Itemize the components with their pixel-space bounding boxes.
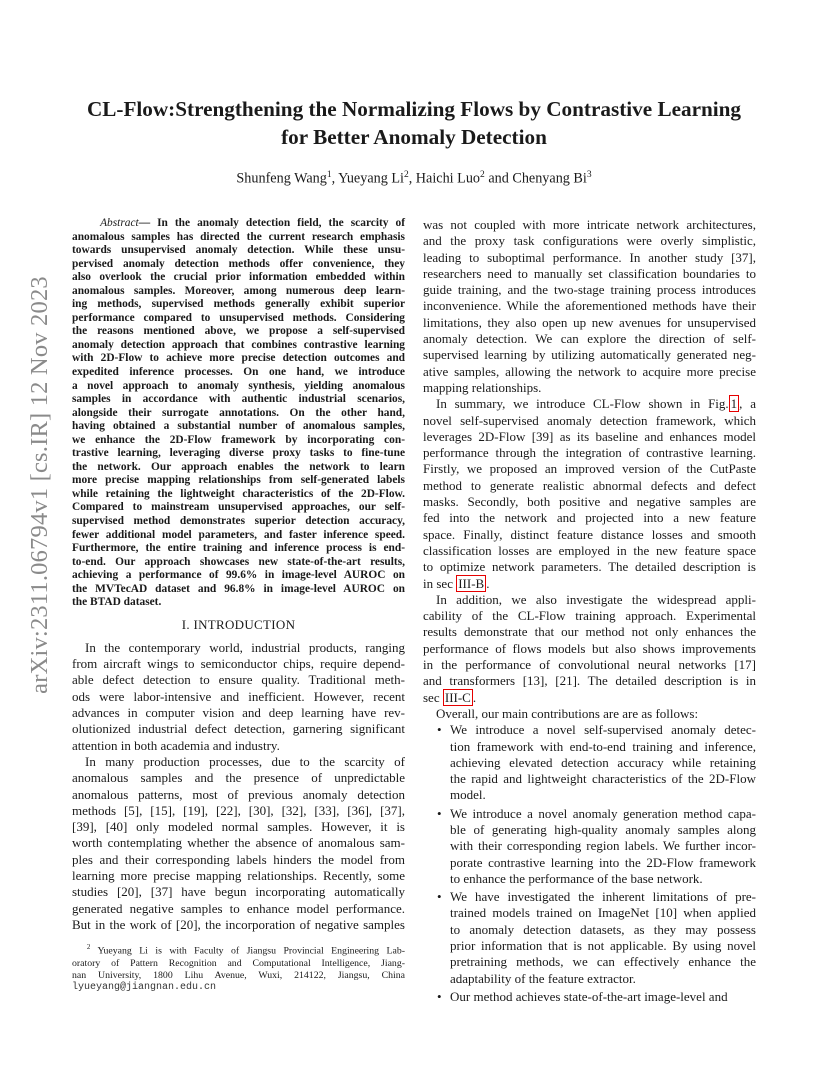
- text-line: cability of the CL-Flow training approach. Experimental: [423, 608, 756, 624]
- abstract-line: a novel approach to anomaly synthesis, yielding anomalous: [72, 379, 405, 392]
- footnote: [72, 941, 405, 995]
- abstract-label: Abstract: [100, 217, 139, 229]
- text-line: classification losses are employed in the new feature space: [423, 542, 756, 558]
- text-line: performance of flows models but also shows improvements: [423, 640, 756, 656]
- abstract-line: samples in accordance with authentic industrial scenarios,: [72, 393, 405, 406]
- text-span: .: [486, 575, 490, 591]
- text-line: ples and their corresponding labels hinders the model from: [72, 851, 405, 867]
- paper-title: [60, 95, 768, 151]
- text-line: in the performance of convolutional neural networks [17]: [423, 657, 756, 673]
- text-line: ative samples, allowing the network to acquire more precise: [423, 363, 756, 379]
- contribution-item: [423, 989, 756, 1005]
- contributions-list: [423, 722, 756, 1005]
- text-line: [423, 396, 756, 412]
- contribution-item: [423, 722, 756, 803]
- text-span: sec: [423, 689, 443, 705]
- figure-ref-link[interactable]: 1: [730, 396, 738, 412]
- text-line: advances in computer vision and deep learning have rev-: [72, 705, 405, 721]
- text-line: worth contemplating whether the absence of anomalous sam-: [72, 835, 405, 851]
- text-span: .: [472, 689, 477, 705]
- intro-paragraph-2-body: [72, 754, 405, 933]
- text-line: Firstly, we proposed an improved version of the CutPaste: [423, 461, 756, 477]
- text-span: in sec: [423, 575, 457, 591]
- abstract-line: also overlook the crucial prior information embedded within: [72, 271, 405, 284]
- abstract-line: performance compared to unsupervised methods. Considering: [72, 311, 405, 324]
- section-ref-link[interactable]: III-B: [458, 575, 485, 591]
- abstract-line: to-end. Our approach showcases new state-of-the-art results,: [72, 555, 405, 568]
- author-separator: ,: [408, 170, 416, 187]
- author-affiliation-mark: 1: [326, 170, 332, 180]
- abstract-line: more precise mapping relationships from self-generated labels: [72, 474, 405, 487]
- text-line: the rapid and lightweight characteristics of the 2D-Flow: [450, 771, 756, 787]
- abstract-line: having obtained a substantial number of anomalous samples,: [72, 420, 405, 433]
- footnote-line: nan University, 1800 Lihu Avenue, Wuxi, 214122, Jiangsu, China: [72, 970, 405, 982]
- text-line: ods were labor-intensive and inefficient. However, recent: [72, 688, 405, 704]
- text-line: to optimize network parameters. The detailed description is: [423, 559, 756, 575]
- right-column: [423, 217, 756, 1007]
- text-line: and transformers [13], [21]. The detailed description is in: [423, 673, 756, 689]
- text-line: [423, 576, 756, 592]
- text-line: attention in both academia and industry.: [72, 737, 280, 753]
- abstract: [72, 217, 405, 610]
- abstract-line: the network. Our approach enables the network to learn: [72, 460, 405, 473]
- text-line: porate contrastive learning into the 2D-Flow framework: [450, 854, 756, 870]
- text-line: prior information that is not applicable. By using novel: [450, 938, 756, 954]
- text-line: inconvenience. While the aforementioned methods have their: [423, 298, 756, 314]
- intro-paragraph-1: [72, 640, 405, 754]
- text-line: mapping relationships.: [423, 379, 542, 395]
- abstract-line: we enhance the 2D-Flow framework by incorporating con-: [72, 433, 405, 446]
- bullet-icon: •: [437, 722, 442, 738]
- title-line-1: CL-Flow:Strengthening the Normalizing Flows by Contrastive Learning: [86, 97, 742, 121]
- text-line: model.: [450, 787, 486, 803]
- text-line: [423, 690, 756, 706]
- abstract-body: [72, 231, 405, 597]
- text-line: fed into the network and projected into a new feature: [423, 510, 756, 526]
- text-line: leading to suboptimal performance. In another study [37],: [423, 249, 756, 265]
- intro-paragraph-2: [72, 754, 405, 933]
- paragraph-prior-work-body: [423, 217, 756, 380]
- text-line: olutionized industrial defect detection, garnering significant: [72, 721, 405, 737]
- text-line: method to generate realistic abnormal defects and defect: [423, 477, 756, 493]
- footnote-email: lyueyang@jiangnan.edu.cn: [72, 982, 217, 994]
- author-name: Shunfeng Wang: [236, 170, 327, 187]
- author-separator: ,: [331, 170, 339, 187]
- bullet-icon: •: [437, 889, 442, 905]
- author-separator: and: [484, 170, 513, 187]
- text-line: researchers need to manually set classification boundaries to: [423, 265, 756, 281]
- abstract-line: with 2D-Flow to achieve more precise detection outcomes and: [72, 352, 405, 365]
- text-span: , a: [739, 396, 756, 412]
- paragraph-applicability: [423, 592, 756, 706]
- abstract-line: achieving a performance of 99.6% in image-level AUROC on: [72, 569, 405, 582]
- text-line: results demonstrate that our method not only enhances the: [423, 624, 756, 640]
- text-line: leverages 2D-Flow [39] as its baseline and enhances model: [423, 428, 756, 444]
- abstract-line: the MVTecAD dataset and 96.8% in image-level AUROC on: [72, 582, 405, 595]
- author-list: [60, 170, 768, 188]
- text-span: In summary, we introduce CL-Flow shown in Fig.: [436, 396, 729, 412]
- left-column: [72, 217, 405, 933]
- text-line: anomalous samples and the presence of unpredictable: [72, 770, 405, 786]
- intro-paragraph-1-body: [72, 640, 405, 738]
- abstract-line: the reasons mentioned above, we propose a self-supervised: [72, 325, 405, 338]
- text-line: pretraining methods, we can effectively enhance the: [450, 954, 756, 970]
- paragraph-summary: [423, 396, 756, 592]
- text-line: adaptability of the feature extractor.: [450, 970, 636, 986]
- text-line: learning more precise mapping relationships. Recently, some: [72, 868, 405, 884]
- text-line: with their corresponding region labels. We further incor-: [450, 838, 756, 854]
- abstract-line: towards unsupervised anomaly detection. While these unsu-: [72, 244, 405, 257]
- text-line: In many production processes, due to the scarcity of: [85, 753, 405, 769]
- abstract-line: anomalous samples. Moreover, among numerous deep learn-: [72, 284, 405, 297]
- abstract-line: anomalous samples has directed the current research emphasis: [72, 230, 405, 243]
- text-line: performance through the integration of contrastive learning.: [423, 445, 756, 461]
- abstract-line: the BTAD dataset.: [72, 596, 162, 609]
- bullet-icon: •: [437, 805, 442, 821]
- text-line: achieving elevated detection accuracy while retaining: [450, 754, 756, 770]
- text-line: to anomaly detection datasets, as they may possess: [450, 921, 756, 937]
- abstract-first-line: — In the anomaly detection field, the scarcity of: [138, 217, 406, 229]
- text-line: We introduce a novel anomaly generation method capa-: [450, 805, 756, 821]
- author-name: Chenyang Bi: [512, 170, 587, 187]
- text-line: from aircraft wings to semiconductor chips, require depend-: [72, 656, 405, 672]
- arxiv-identifier: [22, 276, 58, 694]
- text-line: limitations, they also open up new avenues for unsupervised: [423, 314, 756, 330]
- contribution-item: [423, 806, 756, 887]
- text-line: tion framework with end-to-end training and inference,: [450, 738, 756, 754]
- text-line: and the proxy task configurations were overly simplistic,: [423, 233, 756, 249]
- text-line: able defect detection to ensure quality. Traditional meth-: [72, 672, 405, 688]
- paragraph-applicability-body: [423, 592, 756, 690]
- abstract-line: alongside their surrogate annotations. On the other hand,: [72, 406, 405, 419]
- text-line: supervised learning by utilizing automatically generated neg-: [423, 347, 756, 363]
- title-line-2: for Better Anomaly Detection: [281, 125, 547, 149]
- footnote-mark: 2: [86, 943, 91, 951]
- footnote-line: [72, 941, 405, 958]
- arxiv-id-text: arXiv:2311.06794v1 [cs.IR] 12 Nov 2023: [26, 276, 54, 694]
- text-line: [39], [40] only modeled normal samples. However, it is: [72, 819, 405, 835]
- text-line: space. Finally, distinct feature distance losses and smooth: [423, 526, 756, 542]
- abstract-line: ing methods, supervised methods generally exhibit superior: [72, 298, 405, 311]
- text-line: Our method achieves state-of-the-art image-level and: [450, 988, 728, 1004]
- abstract-line: Furthermore, the entire training and inference process is end-: [72, 542, 405, 555]
- author-affiliation-mark: 2: [480, 170, 485, 180]
- abstract-line: [72, 217, 405, 231]
- abstract-line: fewer additional model parameters, and faster inference speed.: [72, 528, 405, 541]
- text-line: to enhance the performance of the base network.: [450, 870, 703, 886]
- abstract-line: anomaly detection approach that combines contrastive learning: [72, 338, 405, 351]
- text-line: In addition, we also investigate the widespread appli-: [436, 591, 756, 607]
- abstract-line: supervised method demonstrates superior detection accuracy,: [72, 515, 405, 528]
- abstract-line: trastive learning, leveraging diverse proxy tasks to fine-tune: [72, 447, 405, 460]
- text-line: guide training, and the two-stage training process introduces: [423, 282, 756, 298]
- text-line: trained models trained on ImageNet [10] when applied: [450, 905, 756, 921]
- abstract-line: expedited inference processes. On one hand, we introduce: [72, 366, 405, 379]
- abstract-line: pervised anomaly detection methods offer convenience, they: [72, 257, 405, 270]
- text-line: generated negative samples to enhance model performance.: [72, 900, 405, 916]
- section-ref-link[interactable]: III-C: [444, 689, 471, 705]
- contributions-intro: Overall, our main contributions are are as follows:: [436, 705, 699, 721]
- paragraph-prior-work: [423, 217, 756, 396]
- author-affiliation-mark: 2: [403, 170, 409, 180]
- text-line: studies [20], [37] have begun incorporating automatically: [72, 884, 405, 900]
- text-line: was not coupled with more intricate network architectures,: [423, 217, 756, 232]
- text-line: anomaly detection. We can explore the direction of self-: [423, 331, 756, 347]
- text-line: In the contemporary world, industrial products, ranging: [85, 639, 405, 655]
- text-line: anomalous patterns, most of previous anomaly detection: [72, 786, 405, 802]
- footnote-text: Yueyang Li is with Faculty of Jiangsu Provincial Engineering Lab-: [90, 945, 405, 957]
- author-affiliation-mark: 3: [586, 170, 592, 180]
- text-line: But in the work of [20], the incorporation of negative samples: [72, 916, 405, 932]
- abstract-line: while retaining the lightweight characteristics of the 2D-Flow.: [72, 487, 405, 500]
- contribution-item: [423, 889, 756, 987]
- section-heading-introduction: I. INTRODUCTION: [181, 616, 296, 632]
- text-line: masks. Secondly, both positive and negative samples are: [423, 494, 756, 510]
- text-line: ble of generating high-quality anomaly samples along: [450, 821, 756, 837]
- paragraph-summary-body: [423, 413, 756, 576]
- text-line: novel self-supervised anomaly detection framework, which: [423, 412, 756, 428]
- abstract-line: Compared to mainstream unsupervised approaches, our self-: [72, 501, 405, 514]
- text-line: We introduce a novel self-supervised anomaly detec-: [450, 722, 756, 738]
- footnote-line: oratory of Pattern Recognition and Computational Intelligence, Jiang-: [72, 957, 405, 969]
- author-name: Haichi Luo: [415, 170, 481, 187]
- author-name: Yueyang Li: [338, 170, 404, 187]
- text-line: We have investigated the inherent limitations of pre-: [450, 889, 756, 905]
- bullet-icon: •: [437, 988, 442, 1004]
- text-line: methods [5], [15], [19], [22], [30], [32], [33], [36], [37],: [72, 802, 405, 818]
